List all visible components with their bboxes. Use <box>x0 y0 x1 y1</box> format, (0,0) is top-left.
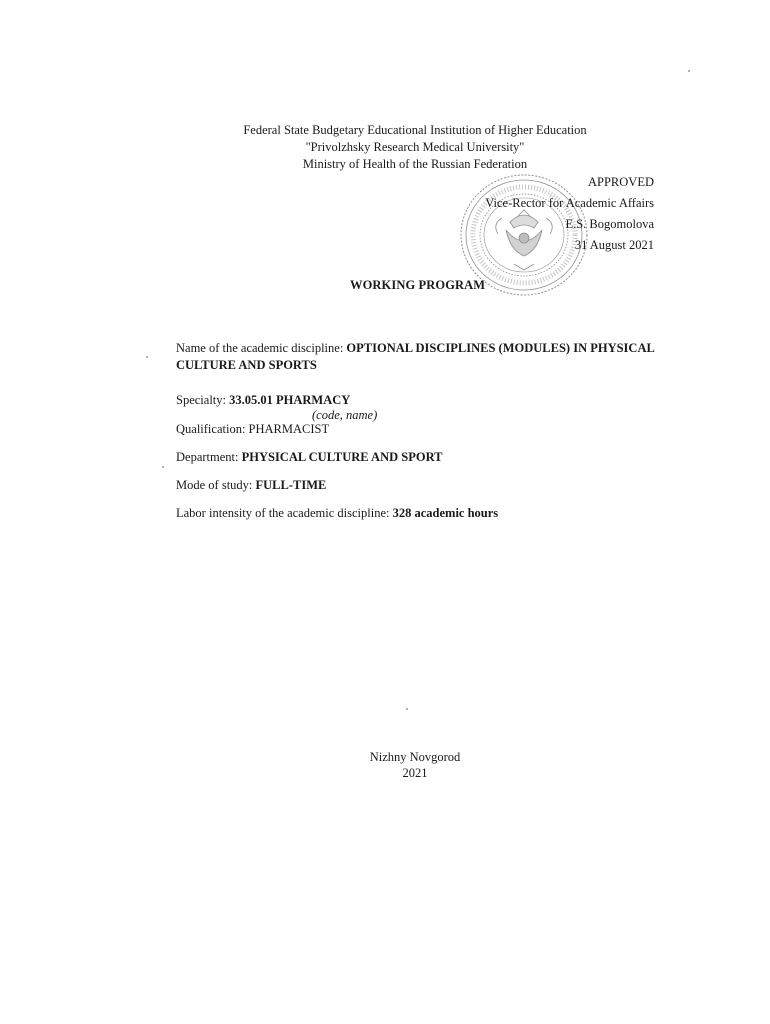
department-value: PHYSICAL CULTURE AND SPORT <box>241 450 443 464</box>
footer-year: 2021 <box>402 766 428 780</box>
institution-line-2: "Privolzhsky Research Medical University" <box>305 140 525 154</box>
document-footer <box>0 749 770 781</box>
scan-speck <box>688 70 690 72</box>
specialty-label: Specialty: <box>176 393 230 407</box>
program-details <box>176 340 662 521</box>
discipline-label: Name of the academic discipline: <box>176 341 347 355</box>
scan-speck <box>146 356 148 358</box>
approval-block <box>485 172 654 256</box>
department-field <box>176 450 662 465</box>
institution-line-1: Federal State Budgetary Educational Institution of Higher Education <box>243 123 587 137</box>
discipline-field <box>176 340 662 374</box>
labor-value: 328 academic hours <box>392 506 499 520</box>
qualification-label: Qualification: <box>176 422 249 436</box>
footer-city: Nizhny Novgorod <box>369 750 461 764</box>
labor-field <box>176 506 662 521</box>
approver-position: Vice-Rector for Academic Affairs <box>485 196 654 210</box>
qualification-value: PHARMACIST <box>248 422 330 436</box>
approver-name: E.S. Bogomolova <box>565 217 654 231</box>
mode-field <box>176 478 662 493</box>
scan-speck <box>406 708 408 710</box>
mode-value: FULL-TIME <box>255 478 327 492</box>
approval-status: APPROVED <box>588 175 654 189</box>
specialty-field <box>176 393 662 408</box>
specialty-note: (code, name) <box>312 408 378 422</box>
institution-line-3: Ministry of Health of the Russian Federation <box>302 157 528 171</box>
document-title: WORKING PROGRAM <box>350 278 486 292</box>
mode-label: Mode of study: <box>176 478 256 492</box>
labor-label: Labor intensity of the academic discipline: <box>176 506 393 520</box>
approval-date: 31 August 2021 <box>574 238 654 252</box>
scan-speck <box>162 466 164 468</box>
qualification-field <box>176 422 662 437</box>
institution-header <box>0 122 770 173</box>
discipline-value: OPTIONAL DISCIPLINES (MODULES) IN PHYSICAL CULTURE AND SPORTS <box>176 341 655 372</box>
specialty-value: 33.05.01 PHARMACY <box>229 393 351 407</box>
department-label: Department: <box>176 450 242 464</box>
